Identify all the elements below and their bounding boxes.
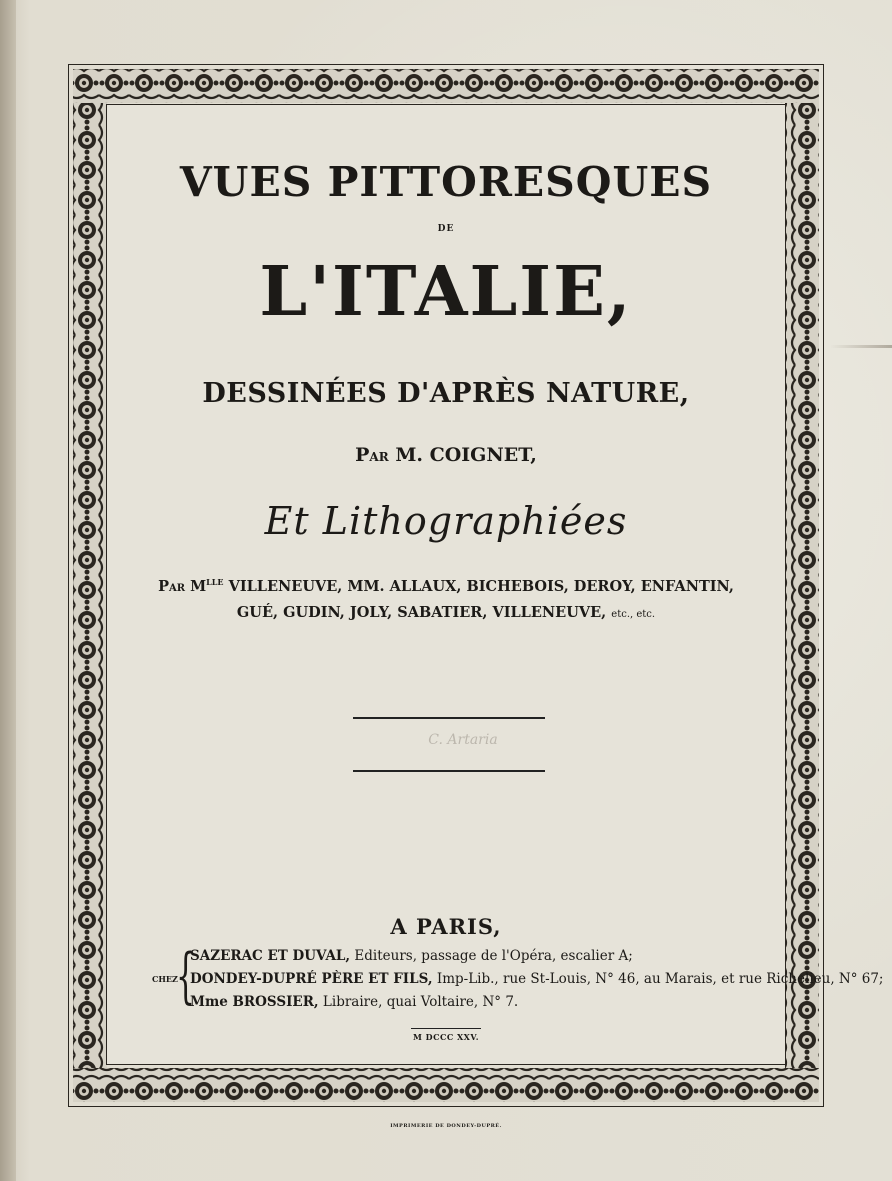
litho-line2: GUÉ, GUDIN, JOLY, SABATIER, VILLENEUVE, (236, 604, 612, 621)
faint-signature: C. Artaria (428, 732, 498, 748)
printer-line: IMPRIMERIE DE DONDEY-DUPRÉ. (390, 1123, 502, 1129)
litho-prefix-p: P (158, 577, 169, 595)
place: A PARIS, (390, 914, 502, 939)
litho-prefix-ar: AR (168, 582, 186, 594)
author-name: M. COIGNET, (388, 444, 537, 466)
title-de: DE (437, 224, 455, 234)
date-block (411, 1028, 481, 1042)
litho-line2-etc: etc., etc. (611, 609, 656, 620)
imprint-line-1 (190, 948, 633, 964)
author-line (108, 444, 784, 466)
imprint-line-3 (190, 994, 518, 1010)
lithographers-line-1 (108, 577, 784, 595)
imprint-line-3-publisher: Mme BROSSIER, (190, 994, 319, 1010)
lithographers-line-2 (108, 604, 784, 621)
litho-mlle: M (185, 577, 207, 595)
ornamental-rule-bottom (353, 770, 545, 772)
date-rule (411, 1028, 481, 1029)
brace-icon: { (176, 941, 196, 1011)
imprint-line-2 (190, 971, 883, 987)
ornamental-rule-top (353, 717, 545, 719)
book-spine-shadow (0, 0, 16, 1181)
imprint-line-2-rest: Imp-Lib., rue St-Louis, N° 46, au Marais, et rue Richelieu, N° 67; (432, 971, 884, 987)
subtitle: DESSINÉES D'APRÈS NATURE, (202, 378, 690, 409)
publication-date: M DCCC XXV. (413, 1032, 479, 1042)
imprint-line-3-rest: Libraire, quai Voltaire, N° 7. (318, 994, 519, 1010)
paper-crease (830, 345, 892, 348)
imprint-chez: CHEZ (152, 974, 178, 984)
title-line-1: VUES PITTORESQUES (179, 158, 713, 206)
imprint-line-2-publisher: DONDEY-DUPRÉ PÈRE ET FILS, (190, 971, 433, 987)
title-page-content (108, 106, 884, 1063)
title-line-2: L'ITALIE, (259, 252, 633, 332)
litho-mlle-sup: LLE (206, 577, 224, 587)
author-prefix-ar: AR (369, 450, 389, 464)
imprint-line-1-publisher: SAZERAC ET DUVAL, (190, 948, 351, 964)
litho-line1-rest: VILLENEUVE, MM. ALLAUX, BICHEBOIS, DEROY, ENFANTIN, (223, 577, 734, 595)
author-prefix-p: P (355, 444, 370, 466)
script-line: Et Lithographiées (264, 499, 628, 543)
imprint-line-1-rest: Editeurs, passage de l'Opéra, escalier A; (350, 948, 633, 964)
